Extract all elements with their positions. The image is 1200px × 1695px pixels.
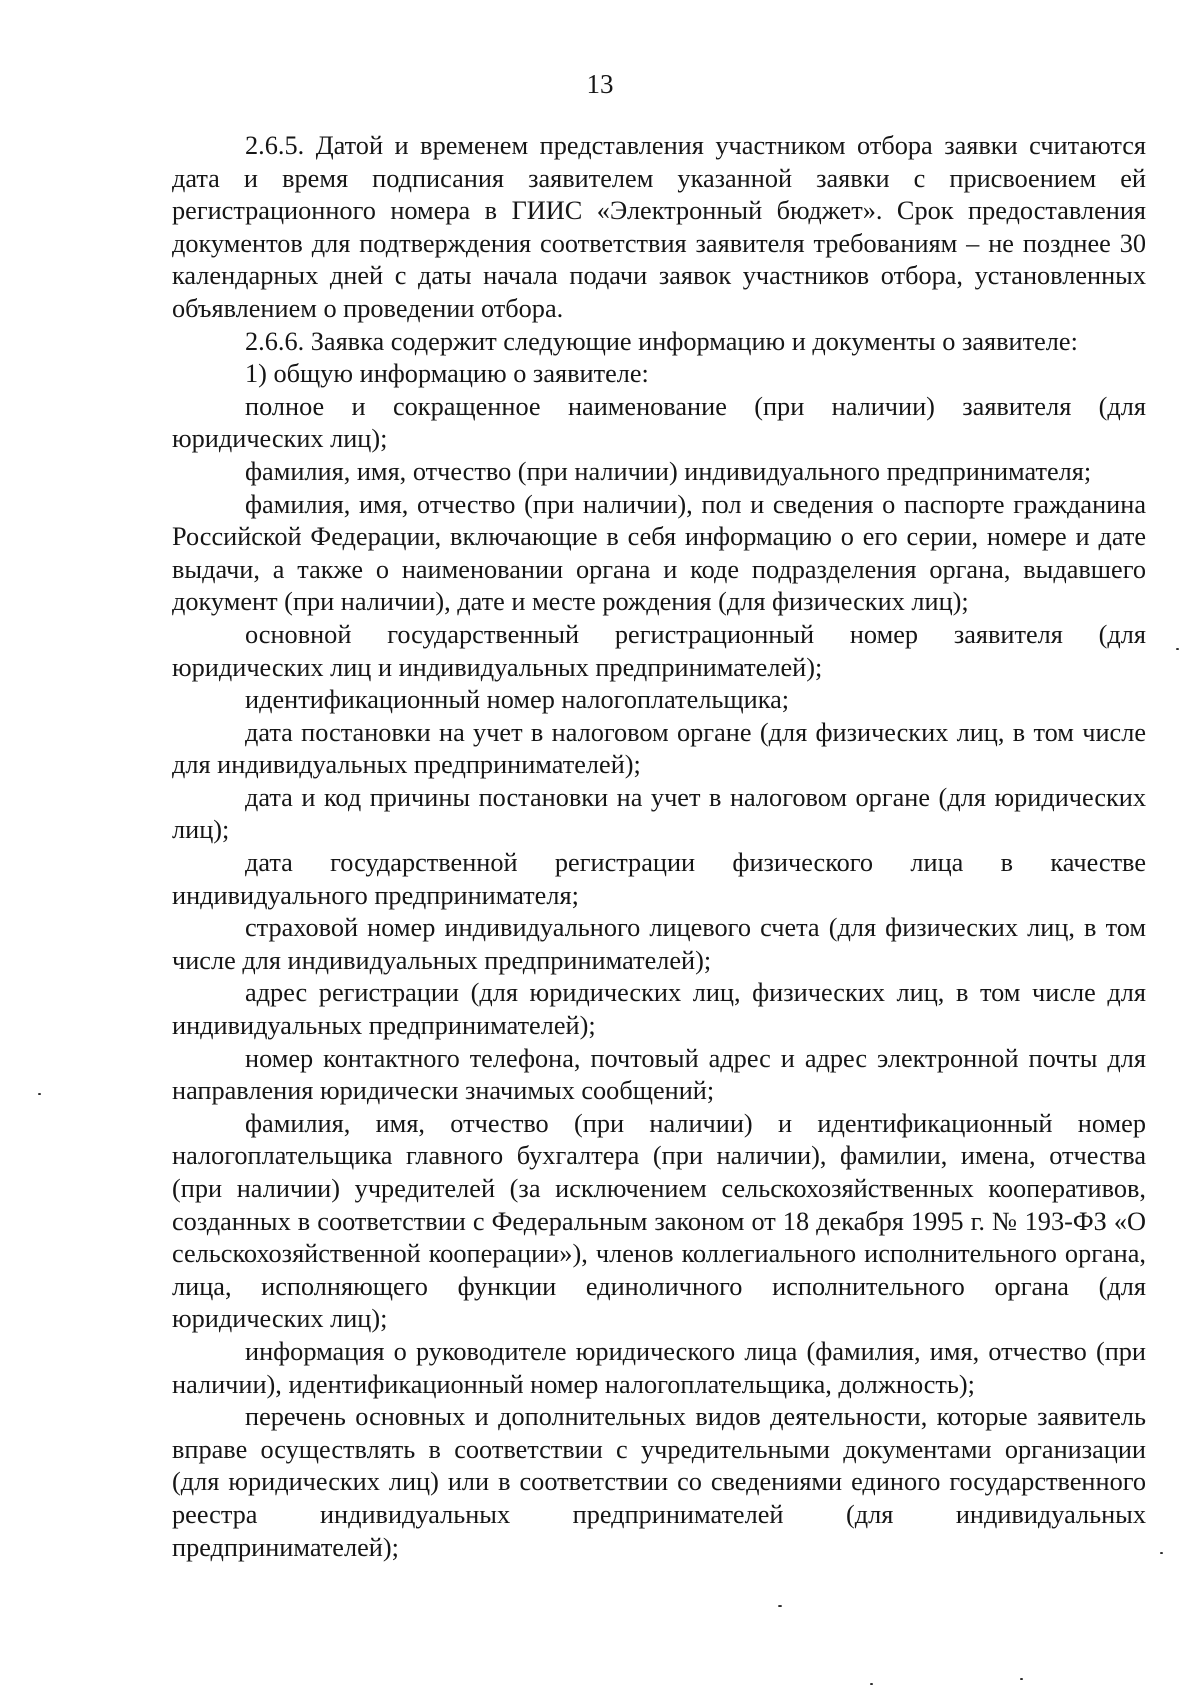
list-item-kpp: дата и код причины постановки на учет в налоговом органе (для юридических лиц); bbox=[172, 782, 1146, 845]
list-item-snils: страховой номер индивидуального лицевого счета (для физических лиц, в том числе для индивидуальных предпринимателей); bbox=[172, 913, 1146, 975]
list-item-passport-info: фамилия, имя, отчество (при наличии), пол и сведения о паспорте гражданина Российской Федерации, включающие в себя информацию о его серии, номере и дате выдачи, а также о наименовании органа и коде подразделения органа, выдавшего документ (при наличии), дате и месте рождения (для физических лиц); bbox=[172, 489, 1146, 617]
list-item-full-name: полное и сокращенное наименование (при наличии) заявителя (для юридических лиц); bbox=[172, 391, 1146, 454]
list-item-head-info: информация о руководителе юридического лица (фамилия, имя, отчество (при наличии), идентификационный номер налогоплательщика, должность); bbox=[172, 1336, 1146, 1399]
list-item-registration-address: адрес регистрации (для юридических лиц, физических лиц, в том числе для индивидуальных предпринимателей); bbox=[172, 978, 1146, 1041]
document-body bbox=[172, 130, 1146, 1564]
page-number: 13 bbox=[586, 69, 614, 99]
list-item-contacts: номер контактного телефона, почтовый адрес и адрес электронной почты для направления юридически значимых сообщений; bbox=[172, 1043, 1146, 1106]
list-item-inn: идентификационный номер налогоплательщика; bbox=[245, 685, 790, 715]
scan-speck bbox=[38, 1093, 41, 1095]
list-item-ogrn: основной государственный регистрационный номер заявителя (для юридических лиц и индивидуальных предпринимателей); bbox=[172, 619, 1146, 682]
list-item-general-info: 1) общую информацию о заявителе: bbox=[245, 359, 649, 389]
list-item-tax-registration-date: дата постановки на учет в налоговом органе (для физических лиц, в том числе для индивидуальных предпринимателей); bbox=[172, 717, 1146, 780]
scan-speck bbox=[870, 1683, 873, 1685]
scan-speck bbox=[778, 1605, 782, 1607]
paragraph-2-6-6: 2.6.6. Заявка содержит следующие информацию и документы о заявителе: bbox=[245, 326, 1078, 356]
scan-speck bbox=[1020, 1678, 1023, 1680]
list-item-activities: перечень основных и дополнительных видов деятельности, которые заявитель вправе осуществлять в соответствии с учредительными документами организации (для юридических лиц) или в соответствии со сведениями единого государственного реестра индивидуальных предпринимателей (для индивидуальных предпринимателей); bbox=[172, 1402, 1146, 1562]
scan-speck bbox=[1160, 1552, 1163, 1554]
list-item-entrepreneur-name: фамилия, имя, отчество (при наличии) индивидуального предпринимателя; bbox=[245, 456, 1092, 486]
list-item-founders: фамилия, имя, отчество (при наличии) и идентификационный номер налогоплательщика главного бухгалтера (при наличии), фамилии, имена, отчества (при наличии) учредителей (за исключением сельскохозяйственных кооперативов, созданных в соответствии с Федеральным законом от 18 декабря 1995 г. № 193-ФЗ «О сельскохозяйственной кооперации»), членов коллегиального исполнительного органа, лица, исполняющего функции единоличного исполнительного органа (для юридических лиц); bbox=[172, 1108, 1146, 1334]
paragraph-2-6-5: 2.6.5. Датой и временем представления участником отбора заявки считаются дата и время подписания заявителем указанной заявки с присвоением ей регистрационного номера в ГИИС «Электронный бюджет». Срок предоставления документов для подтверждения соответствия заявителя требованиям – не позднее 30 календарных дней с даты начала подачи заявок участников отбора, установленных объявлением о проведении отбора. bbox=[172, 131, 1146, 323]
scan-speck bbox=[1176, 648, 1179, 650]
list-item-state-registration-date: дата государственной регистрации физического лица в качестве индивидуального предпринимателя; bbox=[172, 848, 1146, 910]
